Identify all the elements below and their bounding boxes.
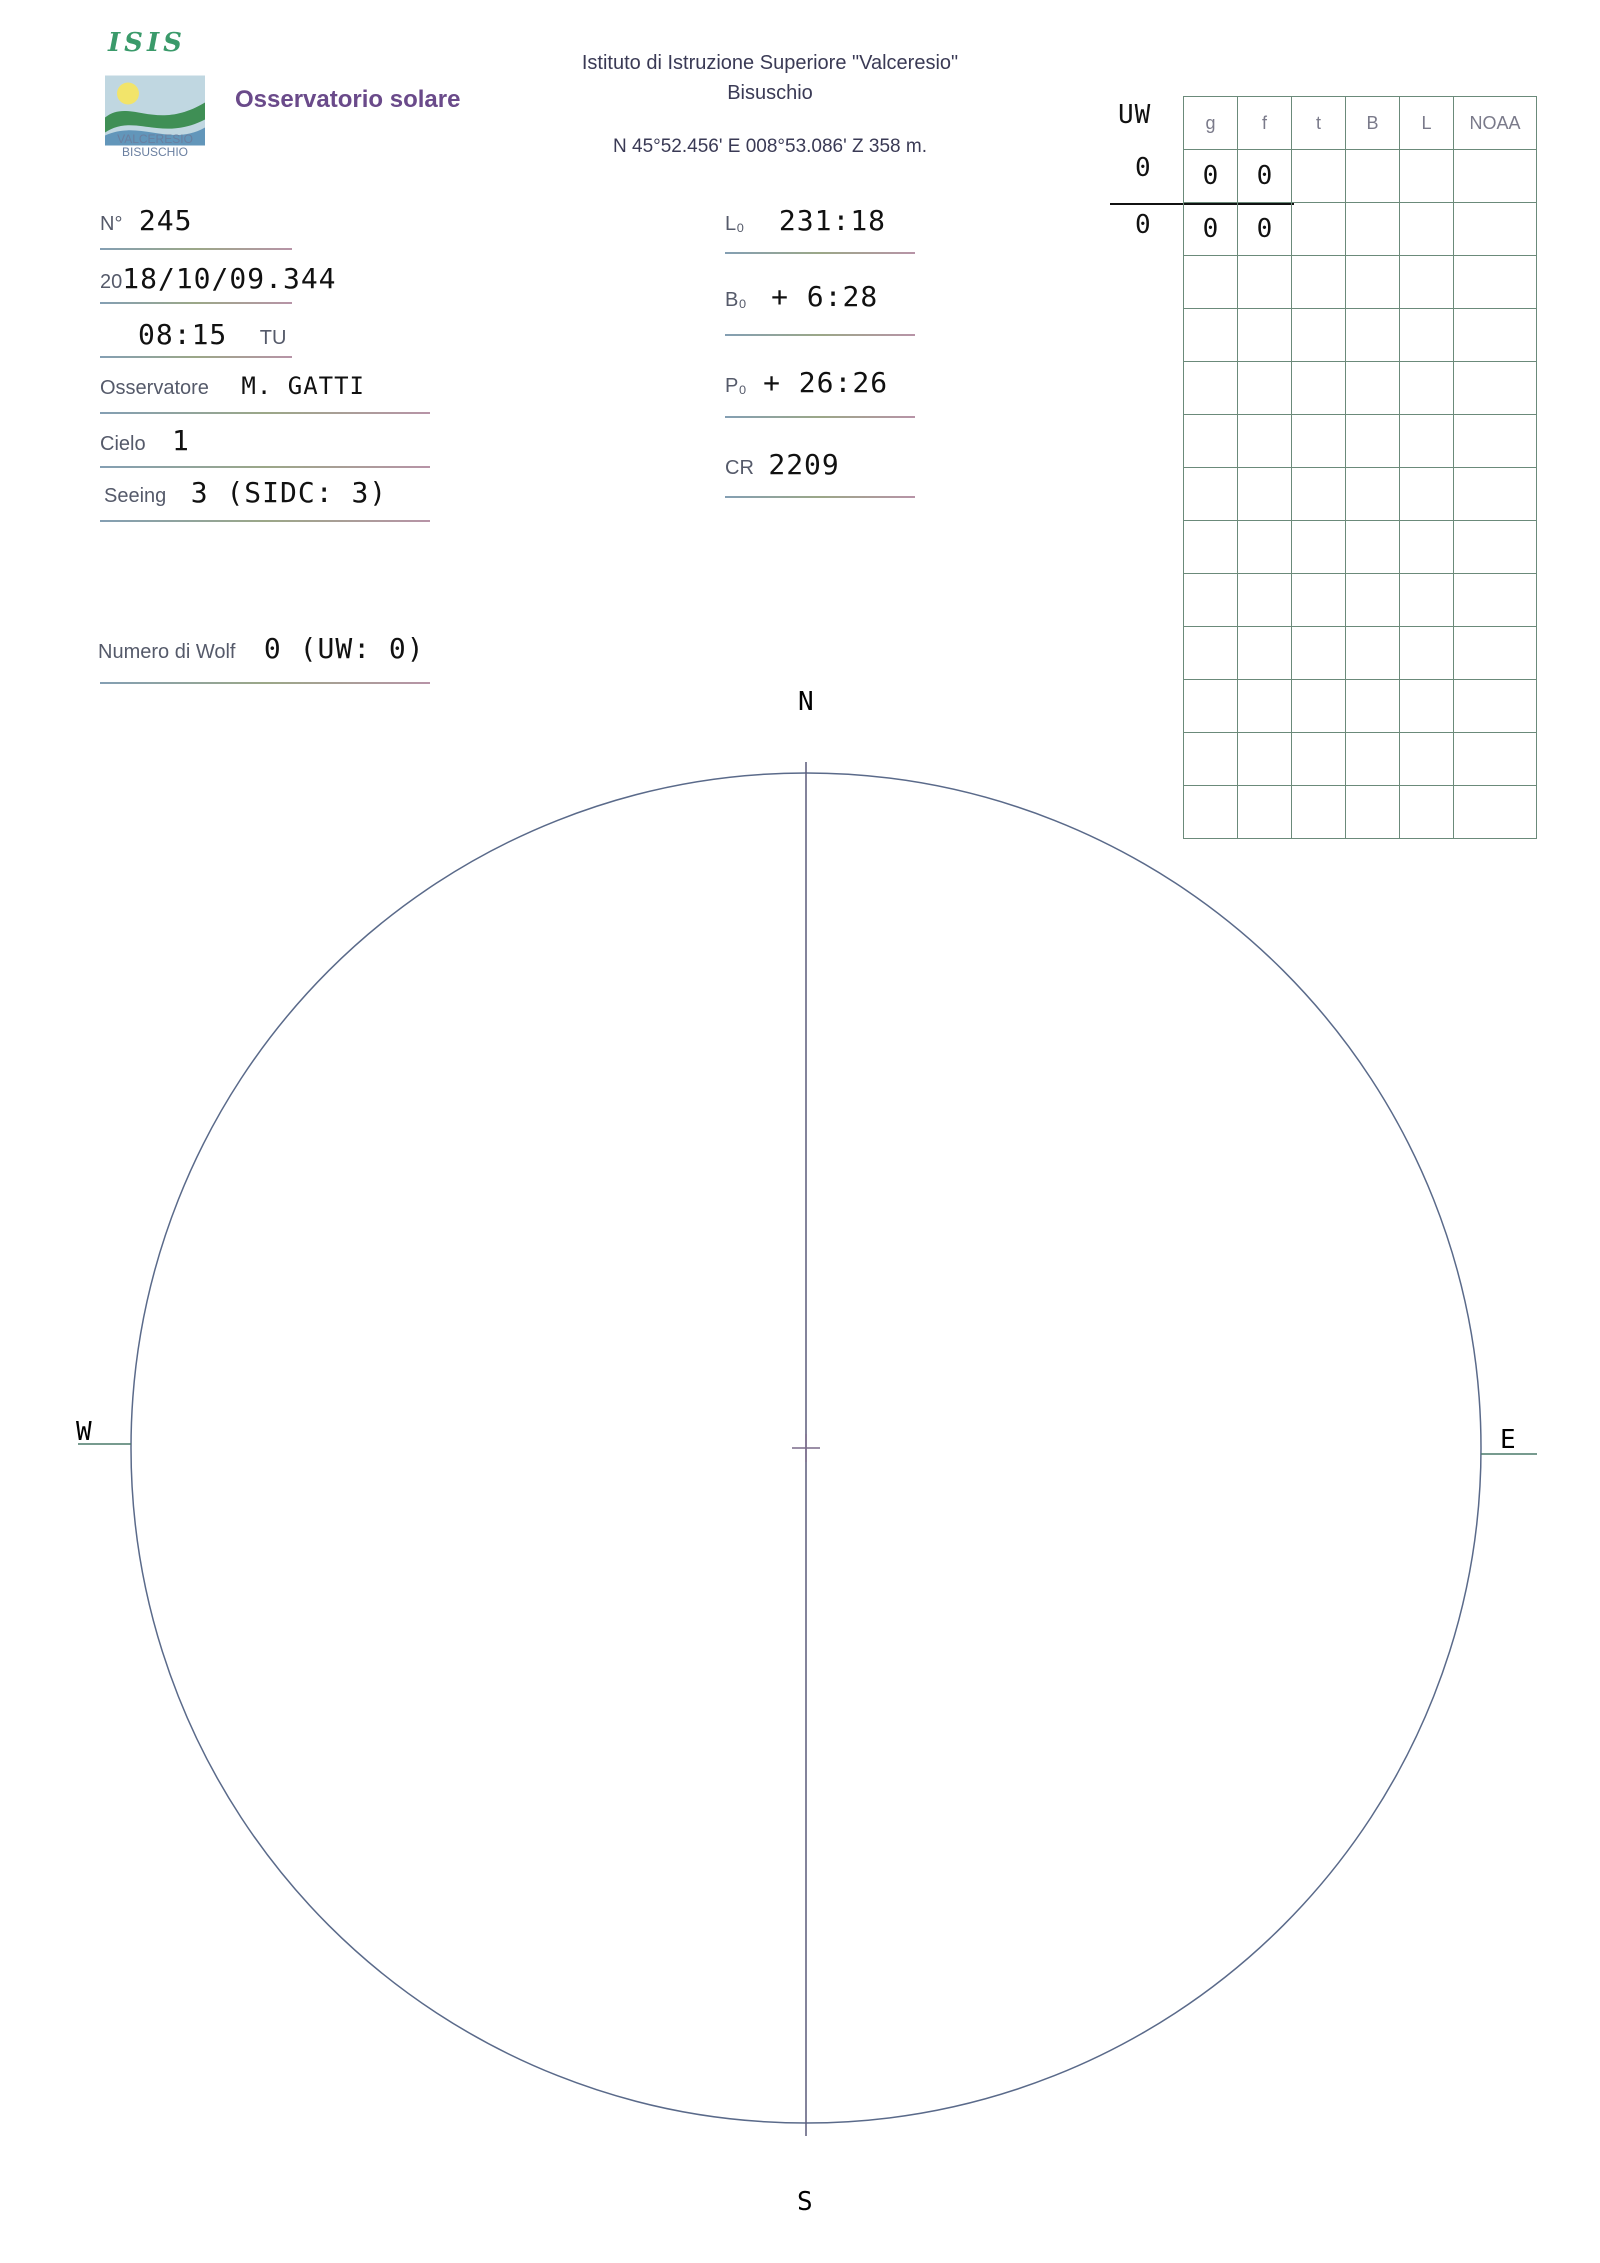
header-l: L	[1400, 97, 1454, 150]
number-value: 245	[138, 204, 193, 237]
table-cell	[1454, 680, 1537, 733]
table-cell	[1292, 415, 1346, 468]
west-label: W	[76, 1417, 92, 1447]
table-cell	[1454, 468, 1537, 521]
table-cell	[1184, 256, 1238, 309]
table-cell	[1292, 256, 1346, 309]
table-cell	[1454, 627, 1537, 680]
table-cell	[1292, 309, 1346, 362]
observer-value: M. GATTI	[241, 372, 365, 400]
table-cell: 0	[1238, 203, 1292, 256]
table-cell	[1346, 680, 1400, 733]
table-cell	[1238, 627, 1292, 680]
table-cell	[1400, 362, 1454, 415]
date-value: 18/10/09.344	[122, 262, 337, 295]
p0-field	[725, 366, 888, 399]
table-cell	[1346, 256, 1400, 309]
table-row	[1184, 468, 1537, 521]
wolf-value: 0 (UW: 0)	[263, 632, 425, 665]
table-row	[1184, 574, 1537, 627]
uw-header: UW	[1118, 100, 1152, 130]
table-cell	[1184, 521, 1238, 574]
table-cell	[1400, 574, 1454, 627]
table-cell	[1454, 362, 1537, 415]
p0-value: + 26:26	[763, 366, 889, 399]
observer-field	[100, 372, 365, 400]
sky-field	[100, 424, 190, 457]
table-row	[1184, 415, 1537, 468]
seeing-label: Seeing	[104, 485, 167, 507]
table-cell	[1238, 256, 1292, 309]
table-row	[1184, 627, 1537, 680]
table-row	[1184, 521, 1537, 574]
institute-name: Istituto di Istruzione Superiore "Valceresio"	[581, 52, 959, 74]
institute-coordinates: N 45°52.456' E 008°53.086' Z 358 m.	[613, 136, 927, 157]
sky-value: 1	[172, 424, 190, 457]
table-cell	[1292, 627, 1346, 680]
wolf-field	[98, 632, 425, 665]
table-row	[1184, 203, 1537, 256]
table-cell	[1400, 468, 1454, 521]
table-cell	[1400, 680, 1454, 733]
south-label: S	[797, 2187, 813, 2217]
table-cell	[1184, 733, 1238, 786]
table-cell	[1454, 521, 1537, 574]
table-cell	[1400, 203, 1454, 256]
uw-value-1: 0	[1135, 153, 1152, 183]
time-unit: TU	[259, 327, 287, 349]
table-cell	[1238, 362, 1292, 415]
table-cell	[1238, 309, 1292, 362]
time-value: 08:15	[138, 318, 228, 351]
table-cell: 0	[1184, 203, 1238, 256]
table-cell	[1454, 574, 1537, 627]
table-cell	[1346, 521, 1400, 574]
table-cell	[1184, 574, 1238, 627]
table-cell	[1292, 521, 1346, 574]
table-cell	[1238, 468, 1292, 521]
sunspot-table	[1183, 96, 1537, 839]
table-row	[1184, 680, 1537, 733]
b0-field	[725, 280, 878, 313]
l0-field	[725, 204, 886, 237]
header-f: f	[1238, 97, 1292, 150]
table-cell	[1292, 468, 1346, 521]
header-t: t	[1292, 97, 1346, 150]
table-cell	[1238, 574, 1292, 627]
table-cell	[1346, 627, 1400, 680]
cr-field	[725, 448, 840, 481]
p0-label: P₀	[725, 375, 747, 397]
table-cell	[1400, 786, 1454, 839]
table-cell	[1400, 309, 1454, 362]
observer-label: Osservatore	[100, 377, 209, 399]
table-row	[1184, 150, 1537, 203]
solar-disk-circle	[131, 773, 1481, 2123]
table-row	[1184, 256, 1537, 309]
header-b: B	[1346, 97, 1400, 150]
table-cell	[1454, 786, 1537, 839]
date-field	[100, 262, 337, 295]
b0-value: + 6:28	[771, 280, 879, 313]
table-cell	[1184, 415, 1238, 468]
table-cell	[1346, 574, 1400, 627]
table-cell	[1184, 309, 1238, 362]
table-cell	[1400, 733, 1454, 786]
table-cell	[1292, 680, 1346, 733]
east-label: E	[1500, 1425, 1516, 1455]
table-cell	[1238, 680, 1292, 733]
b0-label: B₀	[725, 289, 747, 311]
table-cell	[1238, 733, 1292, 786]
table-cell	[1454, 733, 1537, 786]
table-cell	[1292, 203, 1346, 256]
table-row	[1184, 786, 1537, 839]
logo-caption: VALCERESIO BISUSCHIO	[117, 132, 193, 159]
table-cell	[1454, 203, 1537, 256]
table-cell	[1292, 150, 1346, 203]
table-cell	[1292, 574, 1346, 627]
table-row	[1184, 362, 1537, 415]
table-cell	[1346, 309, 1400, 362]
header-g: g	[1184, 97, 1238, 150]
table-cell	[1400, 627, 1454, 680]
table-cell	[1400, 256, 1454, 309]
uw-value-2: 0	[1135, 210, 1152, 240]
institute-town: Bisuschio	[727, 82, 813, 104]
table-cell	[1400, 415, 1454, 468]
table-cell	[1184, 627, 1238, 680]
sun-icon	[117, 83, 139, 105]
table-cell	[1346, 150, 1400, 203]
north-label: N	[798, 687, 814, 717]
l0-value: 231:18	[778, 204, 887, 237]
table-cell	[1292, 733, 1346, 786]
cr-label: CR	[725, 457, 754, 479]
table-cell	[1184, 468, 1238, 521]
table-cell	[1346, 786, 1400, 839]
table-header-row	[1184, 97, 1537, 150]
table-cell	[1184, 362, 1238, 415]
number-field	[100, 204, 192, 237]
table-cell	[1400, 521, 1454, 574]
table-cell	[1292, 362, 1346, 415]
cr-value: 2209	[768, 448, 840, 481]
table-row	[1184, 309, 1537, 362]
table-row	[1184, 733, 1537, 786]
observatory-title: Osservatorio solare	[235, 86, 461, 113]
table-cell	[1400, 150, 1454, 203]
table-cell	[1346, 733, 1400, 786]
wolf-label: Numero di Wolf	[98, 641, 236, 663]
table-cell	[1454, 150, 1537, 203]
table-cell	[1346, 362, 1400, 415]
table-cell	[1454, 415, 1537, 468]
sky-label: Cielo	[100, 433, 146, 455]
table-cell	[1346, 415, 1400, 468]
table-cell	[1184, 680, 1238, 733]
table-cell	[1292, 786, 1346, 839]
table-cell	[1238, 786, 1292, 839]
table-cell	[1454, 309, 1537, 362]
table-cell	[1238, 415, 1292, 468]
table-cell: 0	[1238, 150, 1292, 203]
table-cell: 0	[1184, 150, 1238, 203]
time-field	[138, 318, 286, 351]
logo-wordmark: ISIS	[108, 28, 186, 58]
table-cell	[1184, 786, 1238, 839]
seeing-field	[104, 476, 387, 509]
seeing-value: 3 (SIDC: 3)	[190, 476, 388, 509]
table-cell	[1346, 203, 1400, 256]
date-prefix: 20	[100, 271, 123, 293]
number-label: N°	[100, 213, 123, 235]
header-noaa: NOAA	[1454, 97, 1537, 150]
table-cell	[1346, 468, 1400, 521]
l0-label: L₀	[725, 213, 745, 235]
table-cell	[1238, 521, 1292, 574]
table-cell	[1454, 256, 1537, 309]
